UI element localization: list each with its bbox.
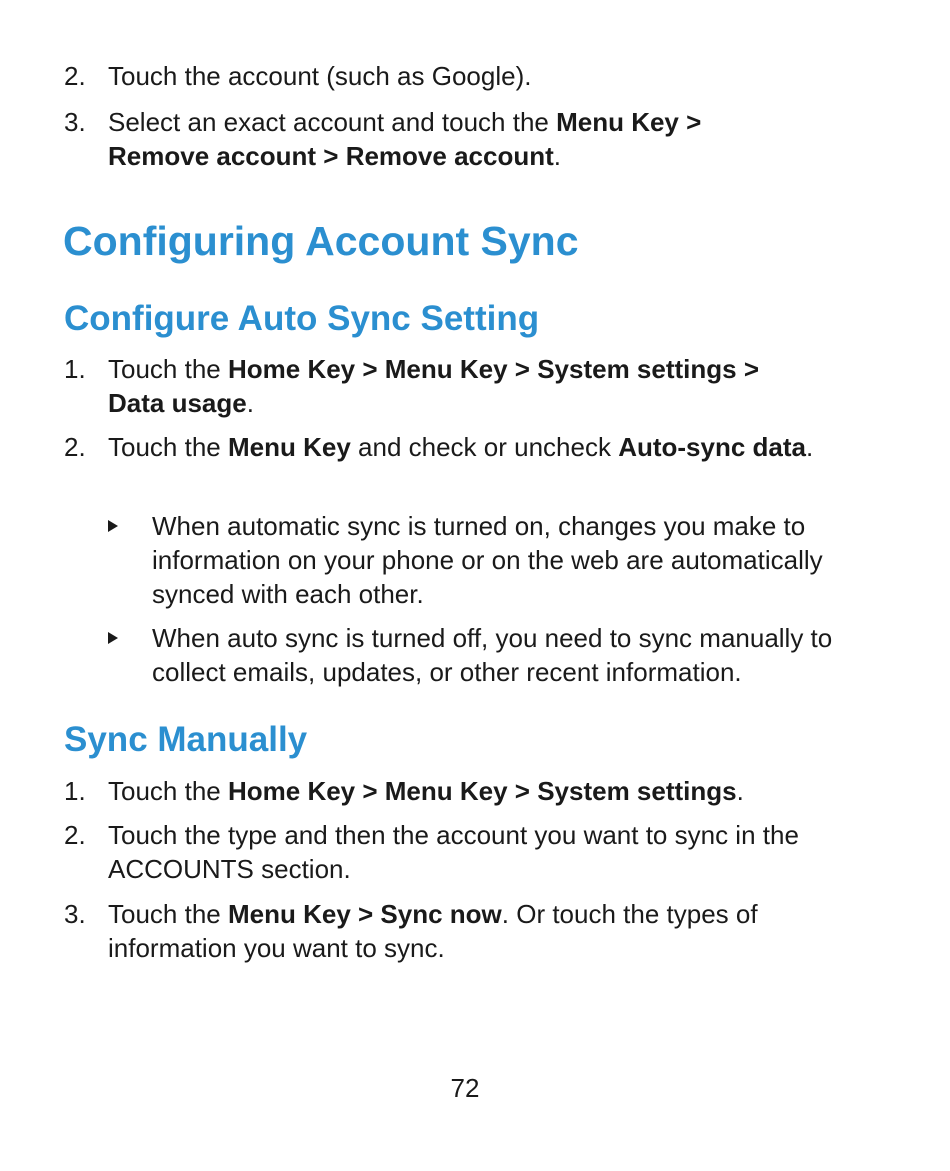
bullet-text: When auto sync is turned off, you need to sync manually to collect emails, updates, or other recent information. xyxy=(152,623,833,687)
step-text xyxy=(108,352,864,420)
intro-step-2 xyxy=(64,59,864,93)
step-text xyxy=(108,897,864,965)
step-number: 2. xyxy=(64,432,86,462)
auto-sync-step-1 xyxy=(64,352,864,420)
step-text xyxy=(108,59,864,93)
ui-term: Auto-sync data xyxy=(618,432,806,462)
ui-term: Remove account > Remove account xyxy=(108,141,554,171)
step-text-part: Touch the account (such as Google). xyxy=(108,61,532,91)
manual-sync-heading: Sync Manually xyxy=(64,720,308,759)
step-number: 2. xyxy=(64,61,86,91)
page-number: 72 xyxy=(450,1073,480,1103)
step-text-part: Touch the xyxy=(108,354,228,384)
step-number: 2. xyxy=(64,820,86,850)
auto-sync-step-2 xyxy=(64,430,864,464)
manual-sync-step-1 xyxy=(64,774,864,808)
step-number: 1. xyxy=(64,776,86,806)
ui-term: Menu Key > xyxy=(556,107,702,137)
step-text xyxy=(108,818,864,886)
auto-sync-bullet-on xyxy=(108,509,868,611)
ui-term: Menu Key > Sync now xyxy=(227,899,502,929)
step-text-part: and check or uncheck xyxy=(350,432,619,462)
step-number: 3. xyxy=(64,899,86,929)
ui-term: Home Key > Menu Key > System settings xyxy=(227,776,737,806)
triangle-bullet-icon xyxy=(108,632,118,644)
step-text-part: Select an exact account and touch the xyxy=(108,107,557,137)
step-number: 3. xyxy=(64,107,86,137)
step-text-part: Touch the type and then the account you want to sync in the ACCOUNTS section. xyxy=(108,820,799,884)
section-title: Configuring Account Sync xyxy=(63,218,579,264)
ui-term: Data usage xyxy=(108,388,247,418)
step-text-part: Touch the xyxy=(108,776,228,806)
auto-sync-bullet-off xyxy=(108,621,868,689)
intro-step-3 xyxy=(64,105,864,173)
step-text-part: Touch the xyxy=(108,899,228,929)
manual-sync-step-3 xyxy=(64,897,864,965)
step-text-part: . xyxy=(553,141,561,171)
step-text xyxy=(108,774,864,808)
manual-sync-step-2 xyxy=(64,818,864,886)
step-text-part: Touch the xyxy=(108,432,228,462)
step-text-part: . Or touch the types of information you want to sync. xyxy=(108,899,758,963)
ui-term: Menu Key xyxy=(227,432,351,462)
step-text-part: . xyxy=(246,388,254,418)
step-text-part: . xyxy=(806,432,814,462)
step-number: 1. xyxy=(64,354,86,384)
ui-term: Home Key > Menu Key > System settings > xyxy=(227,354,760,384)
auto-sync-heading: Configure Auto Sync Setting xyxy=(64,299,540,338)
triangle-bullet-icon xyxy=(108,520,118,532)
step-text xyxy=(108,105,864,173)
step-text-part: . xyxy=(736,776,744,806)
step-text xyxy=(108,430,864,464)
bullet-text: When automatic sync is turned on, changes you make to information on your phone or on the web are automatically synced with each other. xyxy=(152,511,823,609)
